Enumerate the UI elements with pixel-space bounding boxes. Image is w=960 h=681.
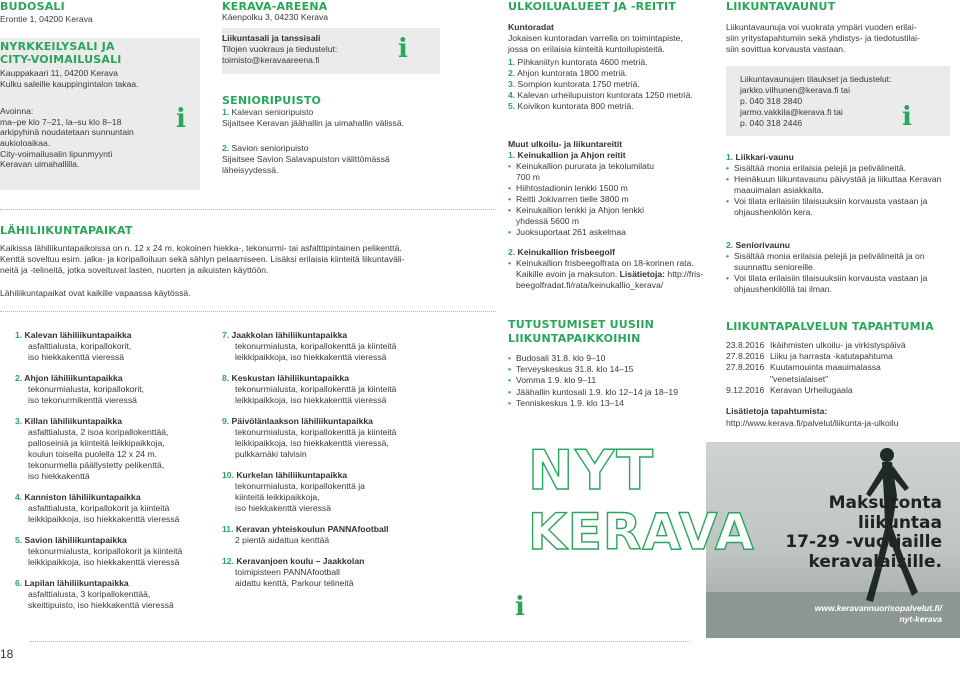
kuntorata-text: Ahjon kuntorata 1800 metriä.	[515, 68, 628, 78]
place-title	[222, 556, 452, 567]
contact-phone: p. 040 318 2446	[740, 117, 803, 128]
place-title	[222, 416, 452, 427]
list-number: 3.	[15, 416, 23, 426]
title-line-2: CITY-VOIMAILUSALI	[0, 53, 122, 67]
event-date	[726, 374, 770, 385]
list-number: 1.	[726, 152, 734, 162]
place-detail: kiinteitä leikkipaikkoja,	[235, 492, 320, 502]
vaunu-title: Liikkari-vaunu	[733, 152, 794, 162]
budosali-address: Erontie 1, 04200 Kerava	[0, 14, 93, 24]
place-name: Savion lähiliikuntapaikka	[22, 535, 127, 545]
frisbeegolf-title: Keinukallion frisbeegolf	[515, 247, 615, 257]
place-name: Lapilan lähiliikuntapaikka	[22, 578, 129, 588]
footer-divider	[30, 641, 690, 642]
page-number: 18	[0, 647, 14, 661]
places-list-left	[15, 330, 215, 621]
page-number-tab	[0, 641, 18, 681]
list-number: 5.	[15, 535, 23, 545]
place-detail: leikkipaikkoja, iso hiekkakenttä vieressä	[235, 352, 387, 362]
event-date: 27.8.2016	[726, 362, 765, 373]
place-name: Päivölänlaakson lähiliikuntapaikka	[229, 416, 373, 426]
place-detail: pulkkamäki talvisin	[235, 449, 307, 459]
list-number: 2.	[15, 373, 23, 383]
place-detail: tekonurmialusta, koripallokenttä ja kiinteitä	[235, 427, 397, 437]
promo-line: keravalaisille.	[808, 552, 942, 573]
frisbeegolf-text: Keinukallion frisbeegolfrata on 18-korinen rata. Kaikille avoin ja maksuton.	[516, 258, 694, 279]
kerava-areena-title: KERAVA-AREENA	[222, 0, 328, 13]
description-line: neitä ja -telineitä, jotka soveltuvat lasten, nuorten ja aikuisten käyttöön.	[0, 265, 269, 275]
place-title	[15, 330, 215, 341]
frisbeegolf-link[interactable]: http://fris-beegolfradat.fi/rata/keinukallio_kerava/	[516, 269, 704, 290]
kuntorata-item	[508, 68, 693, 79]
liikuntavaunut-title: LIIKUNTAVAUNUT	[726, 0, 836, 13]
place-item	[222, 524, 452, 546]
info-label: Lisätietoja:	[619, 269, 666, 279]
areena-box-title: Liikuntasali ja tanssisali	[222, 33, 321, 43]
hours-line: ma–pe klo 7–21, la–su klo 8–18	[0, 116, 122, 127]
nyt-logo: NYT	[528, 439, 656, 502]
list-number: 6.	[15, 578, 23, 588]
list-number: 2.	[508, 247, 516, 257]
hours-line: arkipyhinä noudatetaan sunnuntain	[0, 127, 134, 138]
place-name: Kanniston lähiliikuntapaikka	[22, 492, 141, 502]
event-date: 9.12.2016	[726, 384, 765, 395]
ulkoilualueet-title: ULKOILUALUEET JA -REITIT	[508, 0, 677, 13]
place-title	[222, 470, 452, 481]
place-detail: asfalttialusta, koripallokorit ja kiinteitä	[28, 503, 170, 513]
list-number: 2.	[222, 143, 230, 153]
event-row	[726, 340, 906, 351]
tapahtumat-title: LIIKUNTAPALVELUN TAPAHTUMIA	[726, 320, 934, 333]
list-number: 10.	[222, 470, 234, 480]
hours-line: City-voimailusalin lipunmyynti	[0, 148, 113, 159]
route-list	[508, 161, 668, 238]
list-item: • Tenniskeskus 1.9. klo 13–14	[508, 398, 678, 409]
place-name: Ahjon lähiliikuntapaikka	[22, 373, 123, 383]
promo-url[interactable]	[815, 603, 942, 624]
list-item: • Heinäkuun liikuntavaunu päivystää ja liikuttaa Keravan maauimalan asiakkaita.	[726, 174, 952, 196]
promo-text	[785, 494, 942, 573]
list-item: • Reitti Jokivarren tielle 3800 m	[508, 194, 668, 205]
hours-line: Keravan uimahallilla.	[0, 159, 80, 170]
list-item: • Sisältää monia erilaisia pelejä ja pelivälineitä ja on suunnattu senioreille.	[726, 251, 952, 273]
description-line: Jokaisen kuntoradan varrella on toimintapiste,	[508, 33, 683, 43]
place-item	[15, 492, 215, 525]
place-item	[15, 330, 215, 363]
info-icon: i	[398, 34, 408, 64]
place-item	[222, 373, 452, 406]
list-number: 2.	[726, 240, 734, 250]
list-number: 4.	[508, 90, 516, 100]
place-item	[15, 416, 215, 482]
place-name: Jaakkolan lähiliikuntapaikka	[229, 330, 348, 340]
place-item	[222, 416, 452, 460]
place-detail: koulun toisella puolella 12 x 24 m.	[28, 449, 157, 459]
kuntorata-item	[508, 90, 693, 101]
place-detail: iso tekonurmikenttä vieressä	[28, 395, 137, 405]
place-title	[15, 492, 215, 503]
promo-line: liikuntaa	[857, 512, 942, 533]
city-voimailusali-title	[0, 40, 122, 66]
list-number: 1.	[15, 330, 23, 340]
city-voimailusali-access: Kulku saleille kauppingintalon takaa.	[0, 79, 139, 89]
intro-line: Liikuntavaunuja voi vuokrata ympäri vuoden erilai-	[726, 22, 917, 32]
description-line: Kenttä soveltuu esim. jalka- ja koripalloiluun sekä sählyn pelaamiseen. Lisäksi erilaisia kiinteitä liikuntaväli-	[0, 254, 405, 264]
list-number: 5.	[508, 101, 516, 111]
tutustumiset-title	[508, 318, 654, 346]
promo-line: Maksutonta	[828, 493, 942, 513]
list-item: • Hiihtostadionin lenkki 1500 m	[508, 183, 668, 194]
list-number: 7.	[222, 330, 230, 340]
place-detail: 2 pientä aidattua kenttää	[235, 535, 330, 545]
kuntorata-item	[508, 101, 693, 112]
place-item	[15, 535, 215, 568]
intro-line: siin yritystapahtumiin sekä yhdistys- ja tiedotustilai-	[726, 33, 920, 43]
place-name: Keravan yhteiskoulun PANNAfootball	[233, 524, 389, 534]
place-item	[222, 556, 452, 589]
place-detail: leikkipaikkoja, iso hiekkakenttä vieressä	[28, 514, 180, 524]
divider	[0, 311, 496, 312]
place-detail: asfalttialusta, 3 koripallokenttää,	[28, 589, 151, 599]
description-line: Kaikissa lähiliikuntapaikoissa on n. 12 x 24 m. kokoinen hiekka-, tekonurmi- tai asfalttipintainen pelikenttä.	[0, 243, 402, 253]
list-item: • Juoksuportaat 261 askelmaa	[508, 227, 668, 238]
event-date: 27.8.2016	[726, 351, 765, 362]
places-list-right	[222, 330, 452, 599]
list-number: 1.	[222, 107, 230, 117]
place-title	[222, 330, 452, 341]
list-item: • Terveyskeskus 31.8. klo 14–15	[508, 364, 678, 375]
lahiliikuntapaikat-title: LÄHILIIKUNTAPAIKAT	[0, 224, 133, 237]
place-detail: palloseiniä ja kiinteitä leikkipaikkoja,	[28, 438, 165, 448]
frisbeegolf	[508, 247, 708, 291]
kerava-areena-address: Käenpolku 3, 04230 Kerava	[222, 12, 329, 22]
areena-info-box	[222, 28, 440, 74]
event-row	[726, 374, 906, 385]
list-item	[508, 258, 708, 291]
areena-box-line: Tilojen vuokraus ja tiedustelut:	[222, 44, 338, 54]
senior-park-name: Savion senioripuisto	[229, 143, 309, 153]
place-title	[15, 578, 215, 589]
route-group-title: Keinukallion ja Ahjon reitit	[515, 150, 626, 160]
contact-email[interactable]: jarkko.vilhunen@kerava.fi tai	[740, 84, 850, 95]
city-voimailusali-address: Kauppakaari 11, 04200 Kerava	[0, 68, 118, 78]
event-row	[726, 351, 906, 362]
place-title	[15, 535, 215, 546]
place-detail: tekonurmialusta, koripallokorit ja kiinteitä	[28, 546, 183, 556]
url-line[interactable]: www.keravannuorisopalvelut.fi/	[814, 603, 942, 613]
list-number: 3.	[508, 79, 516, 89]
senior-park-location: Sijaitsee Keravan jäähallin ja uimahallin välissä.	[222, 118, 405, 128]
list-number: 11.	[222, 524, 234, 534]
budosali-title: BUDOSALI	[0, 0, 65, 13]
city-voimailusali-box	[0, 38, 200, 190]
place-detail: tekonurmella päällystetty pelikenttä,	[28, 460, 165, 470]
kuntoradat-title: Kuntoradat	[508, 22, 554, 32]
event-name: Liiku ja harrasta -katutapahtuma	[770, 351, 893, 362]
place-title	[15, 373, 215, 384]
liikuntavaunut-intro	[726, 22, 920, 55]
info-icon: i	[902, 102, 912, 132]
kuntorata-text: Kalevan urheilupuiston kuntorata 1250 metriä.	[515, 90, 693, 100]
place-item	[222, 470, 452, 514]
kuntorata-text: Koivikon kuntorata 800 metriä.	[515, 101, 634, 111]
list-item: • Keinukallion pururata ja tekolumilatu 700 m	[508, 161, 668, 183]
place-title	[222, 373, 452, 384]
event-date: 23.8.2016	[726, 340, 765, 350]
senior-park-location: Sijaitsee Savion Salavapuiston välittömässä	[222, 154, 390, 164]
keinukallio-reitit	[508, 150, 708, 238]
place-title	[15, 416, 215, 427]
title-line-1: TUTUSTUMISET UUSIIN	[508, 318, 655, 331]
kuntoradat-list	[508, 57, 693, 112]
lahiliikuntapaikat-footer: Lähiliikuntapaikat ovat kaikille vapaassa käytössä.	[0, 288, 191, 298]
kuntorata-text: Pihkaniityn kuntorata 4600 metriä.	[515, 57, 648, 67]
title-line-1: NYRKKEILYSALI JA	[0, 40, 115, 53]
divider	[0, 209, 496, 210]
intro-line: siin sovittua korvausta vastaan.	[726, 44, 846, 54]
url-line[interactable]: nyt-kerava	[899, 613, 942, 624]
list-number: 1.	[508, 150, 516, 160]
place-detail: tekonurmialusta, koripallokenttä ja kiinteitä	[235, 341, 397, 351]
senior-park-name: Kalevan senioripuisto	[229, 107, 314, 117]
list-number: 1.	[508, 57, 516, 67]
events-more-label: Lisätietoja tapahtumista:	[726, 406, 828, 416]
place-name: Killan lähiliikuntapaikka	[22, 416, 122, 426]
lahiliikuntapaikat-description	[0, 243, 405, 276]
kuntoradat-description	[508, 33, 683, 55]
list-number: 4.	[15, 492, 23, 502]
place-detail: leikkipaikkoja, iso hiekkakenttä vieressä	[235, 395, 387, 405]
list-item: • Voi tilata erilaisiin tilaisuuksiin korvausta vastaan ja ohjaushenkilön kera.	[726, 196, 952, 218]
place-name: Keskustan lähiliikuntapaikka	[229, 373, 350, 383]
vaunu-title: Seniorivaunu	[733, 240, 790, 250]
event-name: "venetsialaiset"	[770, 373, 829, 384]
frisbeegolf-list	[508, 258, 708, 291]
place-detail: leikkipaikkoja, iso hiekkakenttä vieressä,	[235, 438, 389, 448]
event-row	[726, 362, 906, 373]
kuntorata-text: Sompion kuntorata 1750 metriä.	[515, 79, 640, 89]
place-item	[15, 373, 215, 406]
list-number: 9.	[222, 416, 230, 426]
senior-park-location: läheisyydessä.	[222, 165, 279, 175]
kuntorata-item	[508, 79, 693, 90]
vaunu-features	[726, 163, 952, 218]
kuntorata-item	[508, 57, 693, 68]
place-detail: aidattu kenttä, Parkour telineitä	[235, 578, 354, 588]
list-item: • Vomma 1.9. klo 9–11	[508, 375, 678, 386]
areena-email: toimisto@keravaareena.fi	[222, 55, 320, 65]
kerava-logo: KERAVA	[528, 503, 755, 561]
event-name: Keravan Urheilugaala	[770, 384, 853, 395]
vaunu-order-box	[726, 66, 950, 136]
contact-phone: p. 040 318 2840	[740, 95, 803, 106]
senioripuisto-1	[222, 107, 404, 129]
vaunu-contacts	[740, 74, 891, 129]
event-name: Ikäihmisten ulkoilu- ja virkistyspäivä	[770, 340, 906, 350]
events-more-link[interactable]: http://www.kerava.fi/palvelut/liikunta-ja-ulkoilu	[726, 418, 899, 428]
list-item: • Sisältää monia erilaisia pelejä ja pelivälineitä.	[726, 163, 952, 174]
list-number: 12.	[222, 556, 234, 566]
senioripuisto-title: SENIORIPUISTO	[222, 94, 322, 107]
place-detail: leikkipaikkoja, iso hiekkakenttä vieressä	[28, 557, 180, 567]
senioripuisto-2	[222, 143, 390, 176]
place-detail: tekonurmialusta, koripallokenttä ja	[235, 481, 365, 491]
place-detail: skeittipuisto, iso hiekkakenttä vieressä	[28, 600, 174, 610]
list-number: 2.	[508, 68, 516, 78]
place-detail: iso hiekkakenttä vieressä	[235, 503, 332, 513]
tutustumiset-list	[508, 353, 678, 409]
opening-hours	[0, 106, 134, 170]
place-name: Kalevan lähiliikuntapaikka	[22, 330, 132, 340]
place-item	[222, 330, 452, 363]
place-detail: iso hiekkakenttä	[28, 471, 90, 481]
place-detail: tekonurmialusta, koripallokorit,	[28, 384, 145, 394]
contact-email[interactable]: jarmo.vakkila@kerava.fi tai	[740, 106, 843, 117]
place-detail: tekonurmialusta, koripallokenttä ja kiinteitä	[235, 384, 397, 394]
hours-line: aukioloaikaa.	[0, 137, 51, 148]
event-row	[726, 385, 906, 396]
list-item: • Voi tilata erilaisiin tilaisuuksiin korvausta vastaan ja ohjaushenkilöllä tai ilman.	[726, 273, 952, 295]
place-item	[15, 578, 215, 611]
place-name: Keravanjoen koulu – Jaakkolan	[233, 556, 365, 566]
muut-reitit-title: Muut ulkoilu- ja liikuntareitit	[508, 139, 623, 149]
hours-line: Avoinna:	[0, 106, 34, 116]
info-icon: i	[176, 104, 186, 134]
event-name: Kuutamouinta maauimalassa	[770, 362, 881, 373]
place-detail: iso hiekkakenttä vieressä	[28, 352, 125, 362]
list-item: • Budosali 31.8. klo 9–10	[508, 353, 678, 364]
place-name: Kurkelan lähiliikuntapaikka	[233, 470, 348, 480]
title-line-2: LIIKUNTAPAIKKOIHIN	[508, 331, 641, 345]
list-number: 8.	[222, 373, 230, 383]
info-icon: i	[515, 592, 525, 622]
liikkari-vaunu	[726, 152, 952, 218]
list-item: • Jäähallin kuntosali 1.9. klo 12–14 ja 18–19	[508, 387, 678, 398]
place-detail: asfalttialusta, 2 isoa koripallokenttää,	[28, 427, 169, 437]
place-detail: asfalttialusta, koripallokorit,	[28, 341, 132, 351]
promo-line: 17-29 -vuotiaille	[785, 532, 942, 553]
list-item: • Keinukallion lenkki ja Ahjon lenkki yhdessä 5600 m	[508, 205, 668, 227]
seniorivaunu	[726, 240, 952, 295]
description-line: jossa on erilaisia kiinteitä kuntoilupisteitä.	[508, 44, 665, 54]
place-detail: toimipisteen PANNAfootball	[235, 567, 340, 577]
contact-line: Liikuntavaunujen tilaukset ja tiedustelut:	[740, 74, 892, 84]
vaunu-features	[726, 251, 952, 295]
place-title	[222, 524, 452, 535]
events-list	[726, 340, 906, 396]
